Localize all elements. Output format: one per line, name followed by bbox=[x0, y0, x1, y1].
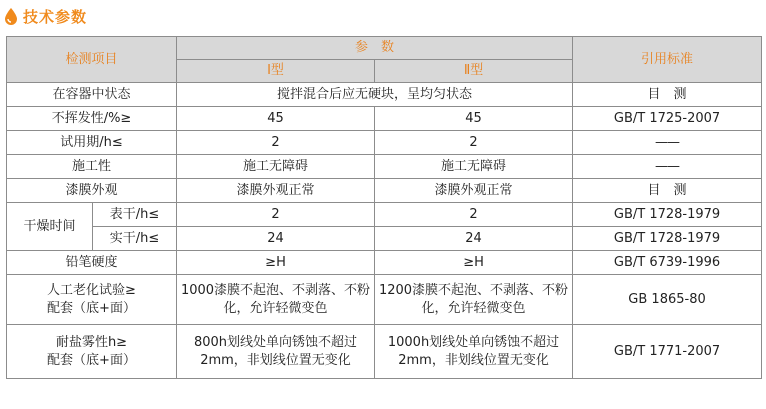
row-item: 试用期/h≤ bbox=[7, 131, 177, 155]
header-type1: Ⅰ型 bbox=[177, 60, 375, 83]
row-type2: 45 bbox=[375, 107, 573, 131]
row-standard: 目 测 bbox=[573, 83, 762, 107]
table-row bbox=[7, 203, 762, 227]
row-type2: 漆膜外观正常 bbox=[375, 179, 573, 203]
row-item: 铅笔硬度 bbox=[7, 251, 177, 275]
row-standard: GB/T 1771-2007 bbox=[573, 325, 762, 379]
row-standard: GB/T 1725-2007 bbox=[573, 107, 762, 131]
row-standard: 目 测 bbox=[573, 179, 762, 203]
row-type2: 24 bbox=[375, 227, 573, 251]
table-row bbox=[7, 131, 762, 155]
table-row bbox=[7, 155, 762, 179]
row-standard: —— bbox=[573, 155, 762, 179]
row-item-line2: 配套（底+面） bbox=[47, 352, 136, 368]
row-item-line1: 耐盐雾性h≥ bbox=[55, 334, 128, 350]
row-type1: ≥H bbox=[177, 251, 375, 275]
row-type2: 1200漆膜不起泡、不剥落、不粉化，允许轻微变色 bbox=[375, 275, 573, 325]
row-item: 实干/h≤ bbox=[93, 227, 177, 251]
row-item: 表干/h≤ bbox=[93, 203, 177, 227]
row-value-merged: 搅拌混合后应无硬块，呈均匀状态 bbox=[177, 83, 573, 107]
table-row bbox=[7, 325, 762, 379]
table-row bbox=[7, 275, 762, 325]
row-type1: 2 bbox=[177, 203, 375, 227]
row-standard: —— bbox=[573, 131, 762, 155]
row-type1: 施工无障碍 bbox=[177, 155, 375, 179]
row-standard: GB/T 1728-1979 bbox=[573, 227, 762, 251]
row-item-line1: 人工老化试验≥ bbox=[47, 282, 136, 298]
row-type2: 2 bbox=[375, 203, 573, 227]
tech-params-table bbox=[6, 36, 762, 379]
section-title: 技术参数 bbox=[23, 7, 88, 26]
table-row bbox=[7, 251, 762, 275]
table-row bbox=[7, 227, 762, 251]
section-heading bbox=[4, 4, 87, 28]
table-row bbox=[7, 179, 762, 203]
row-item: 施工性 bbox=[7, 155, 177, 179]
row-type1: 24 bbox=[177, 227, 375, 251]
row-item bbox=[7, 325, 177, 379]
row-item-line2: 配套（底+面） bbox=[47, 300, 136, 316]
drop-icon bbox=[4, 7, 18, 25]
row-standard: GB/T 6739-1996 bbox=[573, 251, 762, 275]
row-type2: 2 bbox=[375, 131, 573, 155]
table-row bbox=[7, 107, 762, 131]
row-item: 在容器中状态 bbox=[7, 83, 177, 107]
header-type2: Ⅱ型 bbox=[375, 60, 573, 83]
row-item: 漆膜外观 bbox=[7, 179, 177, 203]
row-type1: 1000漆膜不起泡、不剥落、不粉化，允许轻微变色 bbox=[177, 275, 375, 325]
row-type1: 2 bbox=[177, 131, 375, 155]
row-group-label: 干燥时间 bbox=[7, 203, 93, 251]
header-item: 检测项目 bbox=[7, 37, 177, 83]
row-item bbox=[7, 275, 177, 325]
row-type1: 漆膜外观正常 bbox=[177, 179, 375, 203]
header-standard: 引用标准 bbox=[573, 37, 762, 83]
row-item: 不挥发性/%≥ bbox=[7, 107, 177, 131]
table-row bbox=[7, 83, 762, 107]
header-params: 参 数 bbox=[177, 37, 573, 60]
row-standard: GB/T 1728-1979 bbox=[573, 203, 762, 227]
row-type2: 施工无障碍 bbox=[375, 155, 573, 179]
row-type2: ≥H bbox=[375, 251, 573, 275]
row-type1: 800h划线处单向锈蚀不超过2mm，非划线位置无变化 bbox=[177, 325, 375, 379]
row-type2: 1000h划线处单向锈蚀不超过2mm，非划线位置无变化 bbox=[375, 325, 573, 379]
row-type1: 45 bbox=[177, 107, 375, 131]
row-standard: GB 1865-80 bbox=[573, 275, 762, 325]
